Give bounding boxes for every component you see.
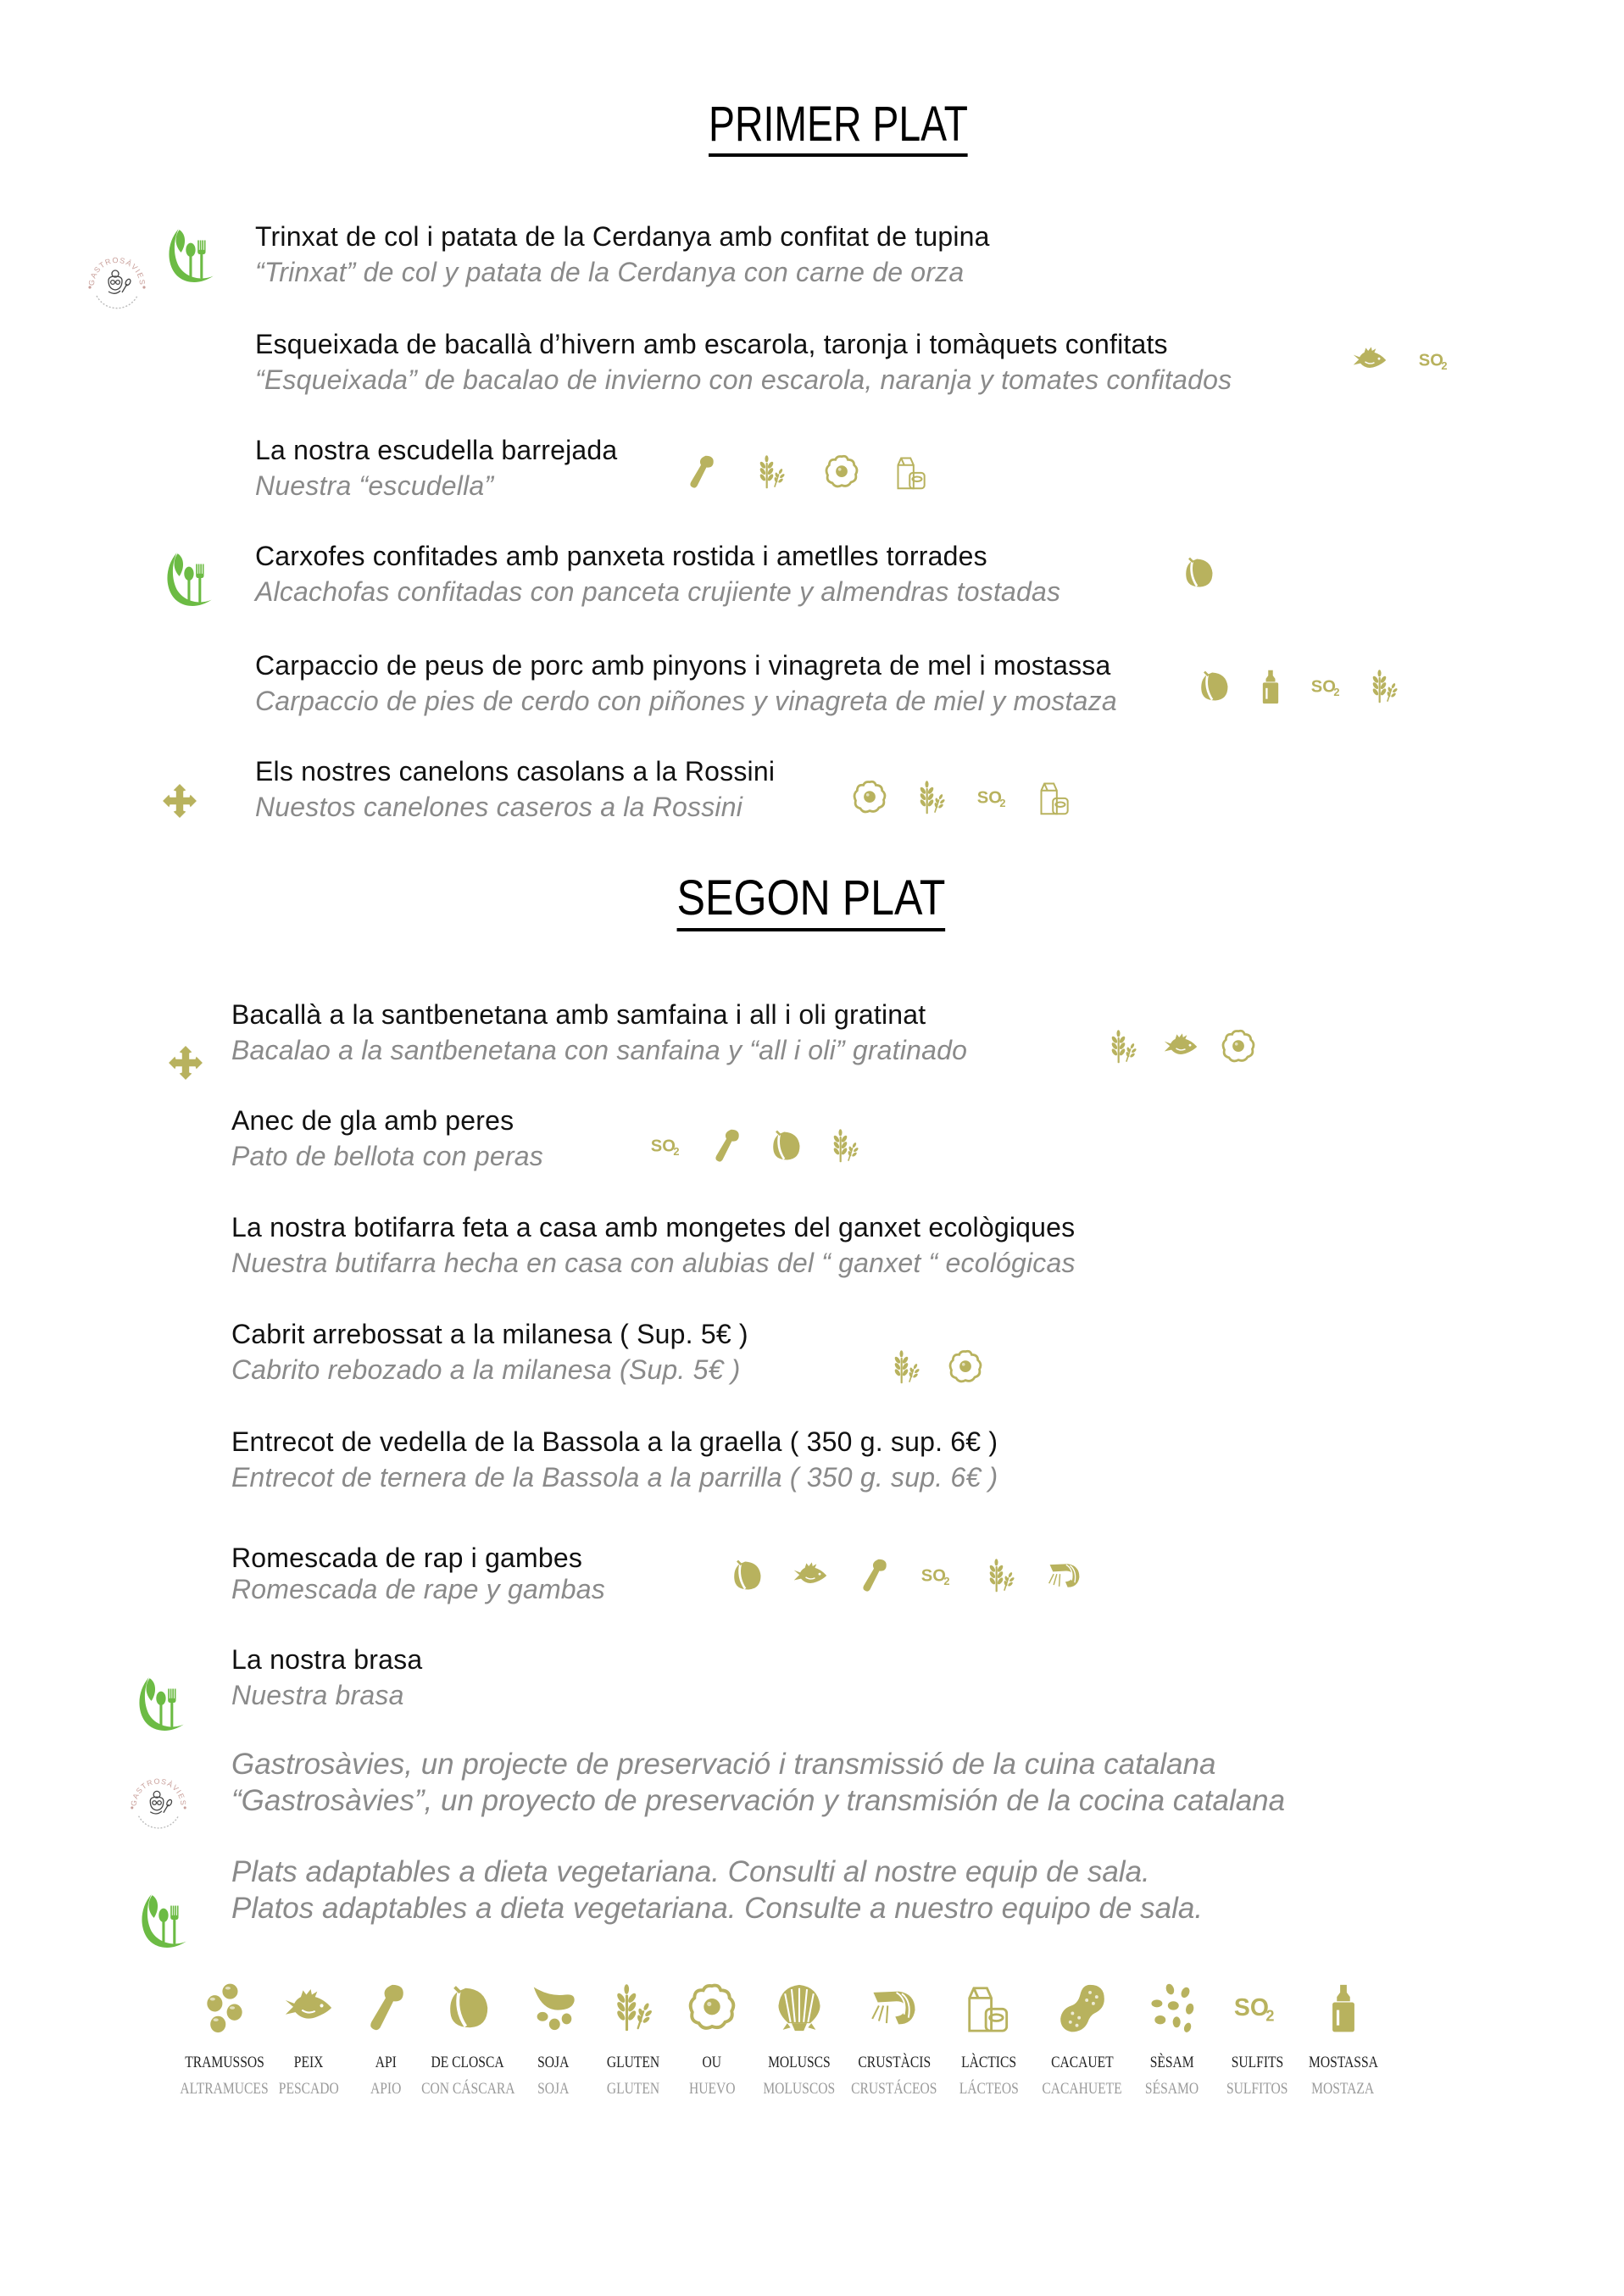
dish-item (231, 1103, 543, 1174)
egg-icon (686, 1982, 738, 2034)
dish-item (255, 648, 1117, 719)
gastrosavies-logo-icon (125, 1771, 192, 1837)
dish-item (231, 1316, 748, 1387)
peanut-icon (1056, 1982, 1109, 2034)
allergen-icons (682, 453, 931, 491)
legend-label-ca: SÈSAM (1149, 2054, 1194, 2071)
crustacean-icon (868, 1982, 920, 2034)
allergen-icons (1195, 668, 1403, 705)
dish-item (231, 1424, 998, 1495)
gluten-icon (826, 1127, 864, 1165)
legend-label-es: CON CÁSCARA (420, 2080, 515, 2098)
dish-name-ca: La nostra botifarra feta a casa amb mongetes del ganxet ecològiques (231, 1212, 1076, 1243)
dish-name-es: Pato de bellota con peras (231, 1141, 543, 1171)
milk-icon (893, 453, 931, 491)
soy-icon (527, 1982, 580, 2034)
vegetarian-icon (165, 225, 220, 286)
dish-name-ca: Esqueixada de bacallà d’hivern amb escarola, taronja i tomàquets confitats (255, 329, 1168, 359)
legend-item-soy (512, 1982, 594, 2102)
legend-item-crustacean (846, 1982, 943, 2102)
legend-item-egg (671, 1982, 753, 2102)
legend-label-es: LÁCTEOS (959, 2080, 1020, 2098)
dish-name-es: Nuestra “escudella” (255, 470, 494, 501)
dish-item (255, 219, 990, 290)
dish-name-ca: Els nostres canelons casolans a la Rossini (255, 756, 776, 787)
legend-item-sesame (1129, 1982, 1215, 2102)
dish-name-es: Cabrito rebozado a la milanesa (Sup. 5€ ) (231, 1354, 741, 1385)
sulphites-icon (1416, 342, 1454, 379)
dish-item (231, 997, 967, 1068)
egg-icon (851, 779, 888, 816)
fish-icon (282, 1982, 335, 2034)
nut-icon (1180, 554, 1217, 592)
legend-label-es: SULFITOS (1226, 2080, 1288, 2098)
dish-name-ca: La nostra brasa (231, 1644, 423, 1675)
legend-label-ca: CRUSTÀCIS (858, 2054, 931, 2071)
celery-icon (359, 1982, 412, 2034)
legend-label-ca: MOLUSCS (768, 2054, 831, 2071)
egg-icon (823, 453, 860, 491)
nut-icon (442, 1982, 494, 2034)
section-title-primer-plat: PRIMER PLAT (709, 100, 968, 157)
nut-icon (728, 1557, 765, 1594)
gluten-icon (753, 453, 790, 491)
legend-item-mollusc (753, 1982, 846, 2102)
legend-label-ca: GLUTEN (606, 2054, 659, 2071)
sulphites-icon (1231, 1982, 1283, 2034)
vegetarian-icon (164, 549, 218, 610)
egg-icon (1220, 1028, 1257, 1065)
dish-name-ca: Carxofes confitades amb panxeta rostida i ametlles torrades (255, 541, 987, 571)
nut-icon (767, 1127, 804, 1165)
legend-label-ca: PEIX (293, 2054, 324, 2071)
vegetarian-icon (138, 1891, 192, 1952)
legend-label-ca: DE CLOSCA (431, 2054, 505, 2071)
fish-icon (1351, 342, 1388, 379)
sulphites-icon (1309, 668, 1346, 705)
note-line-es: “Gastrosàvies”, un proyecto de preservación y transmisión de la cocina catalana (231, 1784, 1286, 1817)
mustard-icon (1317, 1982, 1370, 2034)
legend-label-ca: LÀCTICS (961, 2054, 1017, 2071)
legend-label-es: CACAHUETE (1042, 2080, 1123, 2098)
legend-label-ca: OU (702, 2054, 722, 2071)
celery-icon (708, 1127, 745, 1165)
mustard-icon (1252, 668, 1289, 705)
legend-item-sulphites (1215, 1982, 1299, 2102)
vegetarian-icon (136, 1674, 190, 1735)
legend-item-milk (943, 1982, 1036, 2102)
dish-name-es: Nuestra brasa (231, 1680, 404, 1710)
legend-label-ca: TRAMUSSOS (185, 2054, 264, 2071)
gluten-icon (982, 1557, 1020, 1594)
fish-icon (792, 1557, 829, 1594)
milk-icon (1037, 779, 1074, 816)
sesame-icon (1146, 1982, 1199, 2034)
celery-icon (682, 453, 720, 491)
legend-label-es: SÉSAMO (1144, 2080, 1199, 2098)
legend-label-ca: SOJA (537, 2054, 570, 2071)
dish-item (255, 326, 1232, 397)
legend-item-peanut (1036, 1982, 1129, 2102)
legend-item-mustard (1299, 1982, 1387, 2102)
legend-label-ca: API (375, 2054, 397, 2071)
gluten-icon (887, 1348, 925, 1386)
note-line-ca: Gastrosàvies, un projecte de preservació i transmissió de la cuina catalana (231, 1748, 1216, 1781)
legend-label-es: PESCADO (278, 2080, 339, 2098)
section-title-segon-plat: SEGON PLAT (677, 874, 946, 931)
legend-item-nut (420, 1982, 515, 2102)
crustacean-icon (1046, 1557, 1083, 1594)
nut-icon (1195, 668, 1232, 705)
dish-name-es: Alcachofas confitadas con panceta crujiente y almendras tostadas (255, 576, 1061, 607)
gluten-icon (913, 779, 950, 816)
legend-label-es: MOLUSCOS (763, 2080, 836, 2098)
legend-item-celery (348, 1982, 424, 2102)
dish-name-es: Nuestos canelones caseros a la Rossini (255, 792, 743, 822)
dish-name-ca: La nostra escudella barrejada (255, 435, 618, 465)
legend-label-es: APIO (370, 2080, 402, 2098)
dish-name-ca: Bacallà a la santbenetana amb samfaina i all i oli gratinat (231, 999, 926, 1030)
gluten-icon (607, 1982, 659, 2034)
dish-name-es: Bacalao a la santbenetana con sanfaina y “all i oli” gratinado (231, 1035, 968, 1065)
dish-name-ca: Romescada de rap i gambes (231, 1543, 583, 1573)
allergen-icons (1180, 554, 1217, 592)
vegetarian-note (231, 1854, 1203, 1926)
dish-name-ca: Entrecot de vedella de la Bassola a la graella ( 350 g. sup. 6€ ) (231, 1426, 998, 1457)
lupin-icon (198, 1982, 251, 2034)
dish-name-es: Nuestra butifarra hecha en casa con alubias del “ ganxet “ ecológicas (231, 1248, 1076, 1278)
gastrosavies-note (231, 1746, 1285, 1819)
legend-label-es: CRUSTÁCEOS (851, 2080, 937, 2098)
allergen-icons (1351, 342, 1454, 379)
dish-name-es: Carpaccio de pies de cerdo con piñones y vinagreta de miel y mostaza (255, 686, 1117, 716)
note-line-es: Platos adaptables a dieta vegetariana. Consulte a nuestro equipo de sala. (231, 1892, 1204, 1925)
legend-label-es: GLUTEN (606, 2080, 659, 2098)
dish-name-es: “Trinxat” de col y patata de la Cerdanya con carne de orza (255, 257, 965, 287)
dish-name-ca: Carpaccio de peus de porc amb pinyons i vinagreta de mel i mostassa (255, 650, 1111, 681)
fish-icon (1162, 1028, 1199, 1065)
dish-item (231, 1540, 605, 1607)
legend-label-ca: MOSTASSA (1308, 2054, 1378, 2071)
legend-item-gluten (594, 1982, 671, 2102)
dish-name-es: Entrecot de ternera de la Bassola a la parrilla ( 350 g. sup. 6€ ) (231, 1462, 998, 1493)
legend-item-fish (270, 1982, 348, 2102)
gluten-icon (1365, 668, 1403, 705)
cross-icon (168, 1045, 203, 1081)
allergen-icons (851, 779, 1074, 816)
legend-label-es: HUEVO (688, 2080, 736, 2098)
legend-label-es: ALTRAMUCES (180, 2080, 270, 2098)
legend-label-es: SOJA (537, 2080, 570, 2098)
dish-item (255, 753, 775, 825)
allergen-legend (180, 1982, 1387, 2102)
gastrosavies-logo-icon (83, 250, 151, 318)
sulphites-icon (919, 1557, 956, 1594)
dish-name-ca: Trinxat de col i patata de la Cerdanya amb confitat de tupina (255, 221, 990, 252)
cross-icon (162, 783, 197, 819)
dish-item (231, 1209, 1076, 1281)
sulphites-icon (648, 1127, 686, 1165)
gluten-icon (1104, 1028, 1142, 1065)
dish-item (255, 538, 1060, 609)
dish-name-ca: Cabrit arrebossat a la milanesa ( Sup. 5€ ) (231, 1319, 748, 1349)
milk-icon (963, 1982, 1015, 2034)
dish-item (231, 1642, 422, 1713)
legend-label-ca: CACAUET (1051, 2054, 1114, 2071)
note-line-ca: Plats adaptables a dieta vegetariana. Consulti al nostre equip de sala. (231, 1855, 1150, 1888)
allergen-icons (648, 1127, 864, 1165)
celery-icon (855, 1557, 893, 1594)
egg-icon (947, 1348, 984, 1386)
sulphites-icon (975, 779, 1012, 816)
legend-label-ca: SULFITS (1231, 2054, 1283, 2071)
dish-name-ca: Anec de gla amb peres (231, 1105, 514, 1136)
legend-item-lupin (180, 1982, 270, 2102)
dish-name-es: “Esqueixada” de bacalao de invierno con escarola, naranja y tomates confitados (255, 364, 1232, 395)
dish-item (255, 432, 617, 503)
allergen-icons (887, 1348, 984, 1386)
allergen-icons (728, 1557, 1083, 1594)
legend-label-es: MOSTAZA (1311, 2080, 1375, 2098)
allergen-icons (1104, 1028, 1257, 1065)
mollusc-icon (773, 1982, 826, 2034)
dish-name-es: Romescada de rape y gambas (231, 1574, 605, 1604)
